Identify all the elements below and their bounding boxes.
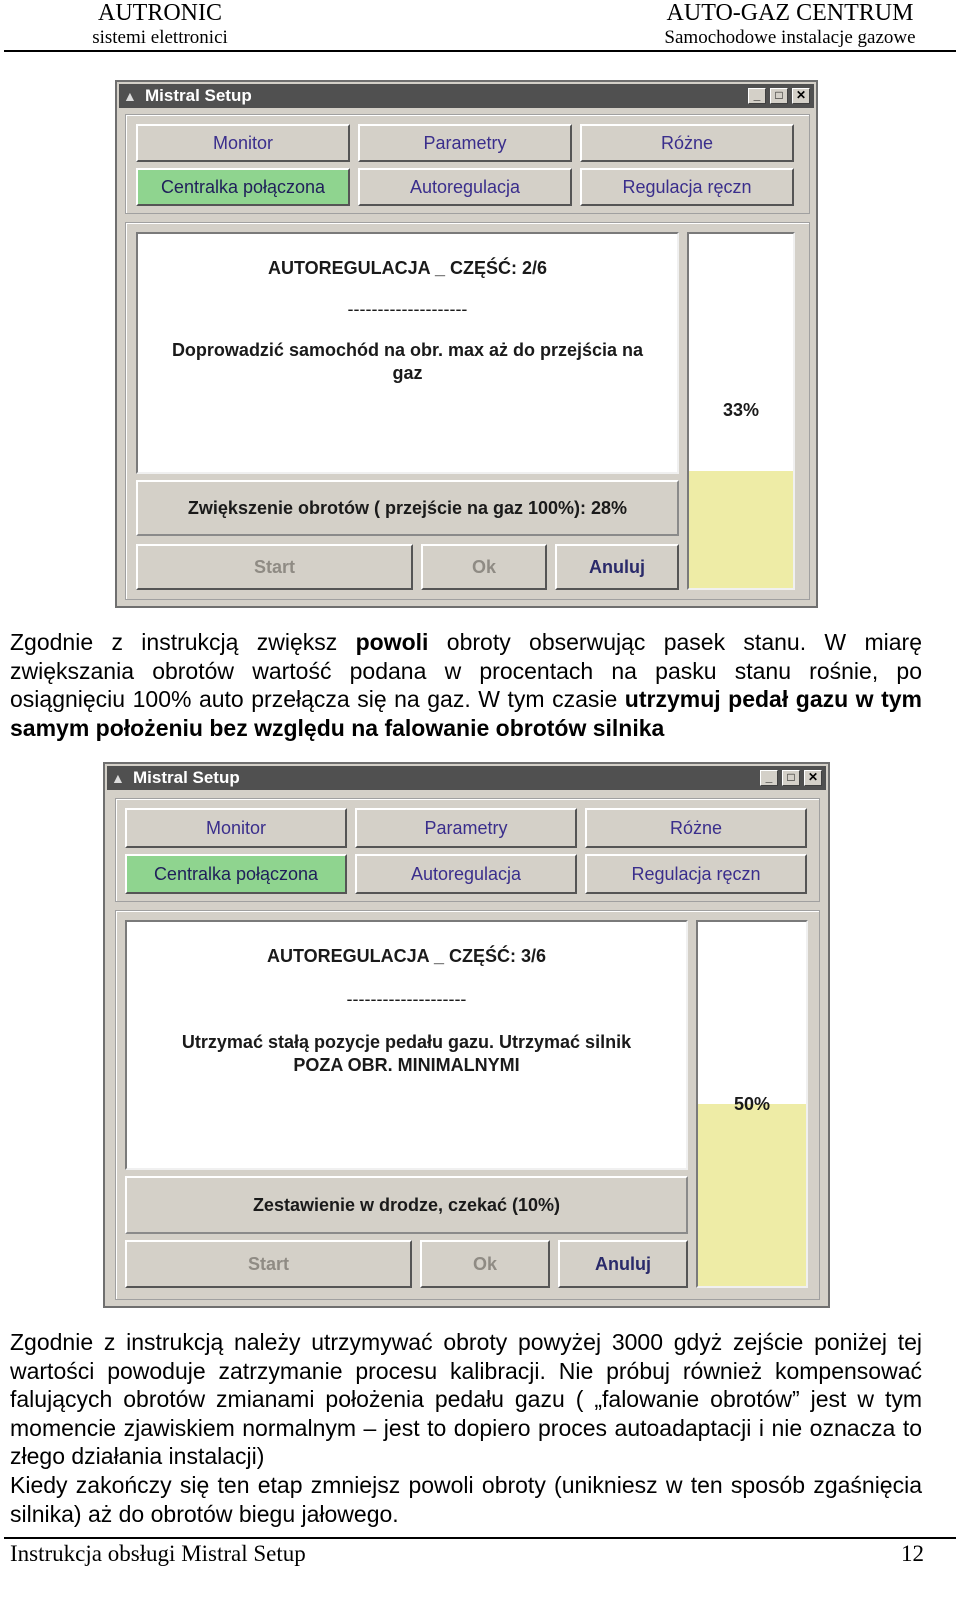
separator-text: --------------------: [346, 989, 467, 1009]
title-bar[interactable]: [119, 84, 814, 108]
progress-gauge: [687, 232, 795, 590]
paragraph-1-part-c: obroty obserwując pasek stanu. W miarę zwiększania obrotów wartość podana w procentach na pasku stanu rośnie, po osiągnięciu 100% auto przełącza się na gaz. W tym czasie: [10, 629, 922, 712]
header-left: [80, 0, 240, 50]
close-button[interactable]: ✕: [792, 88, 810, 104]
rozne-button[interactable]: Różne: [580, 124, 794, 162]
rozne-button[interactable]: Różne: [585, 808, 807, 848]
maximize-button[interactable]: □: [770, 88, 788, 104]
window-title: Mistral Setup: [145, 86, 252, 105]
status-bar: Zwiększenie obrotów ( przejście na gaz 100%): 28%: [136, 480, 679, 536]
app-icon: ▲: [111, 770, 125, 786]
footer-title: Instrukcja obsługi Mistral Setup: [10, 1541, 306, 1566]
instruction-panel: [136, 232, 679, 474]
parametry-button[interactable]: Parametry: [358, 124, 572, 162]
minimize-button[interactable]: _: [760, 770, 778, 786]
instruction-line-2: gaz: [392, 363, 423, 383]
paragraph-3: Kiedy zakończy się ten etap zmniejsz powoli obroty (unikniesz w ten sposób zgaśnięcia silnika) aż do obrotów biegu jałowego.: [10, 1472, 922, 1527]
connection-status-button[interactable]: Centralka połączona: [125, 854, 347, 894]
window-title: Mistral Setup: [133, 768, 240, 787]
title-bar[interactable]: [107, 766, 826, 790]
progress-label: 33%: [722, 400, 760, 420]
progress-fill: [689, 471, 793, 588]
progress-fill: [698, 1104, 806, 1286]
cancel-button[interactable]: Anuluj: [558, 1240, 688, 1288]
paragraph-1-bold-2: utrzymuj pedał gazu w tym samym położeniu bez względu na falowanie obrotów silnika: [10, 686, 923, 741]
parametry-button[interactable]: Parametry: [355, 808, 577, 848]
paragraph-1-part-a: Zgodnie z instrukcją zwiększ: [10, 629, 356, 655]
mistral-setup-window-2: [103, 762, 830, 1308]
ok-button[interactable]: Ok: [420, 1240, 550, 1288]
step-heading: AUTOREGULACJA _ CZĘŚĆ: 2/6: [267, 258, 548, 278]
autoregulacja-button[interactable]: Autoregulacja: [358, 168, 572, 206]
page-header: [0, 0, 960, 52]
paragraph-1: [10, 628, 922, 742]
mistral-setup-window-1: [115, 80, 818, 608]
header-right: [640, 0, 940, 50]
header-divider: [4, 50, 956, 52]
cancel-button[interactable]: Anuluj: [555, 544, 679, 590]
close-button[interactable]: ✕: [804, 770, 822, 786]
instruction-line-1: Doprowadzić samochód na obr. max aż do przejścia na: [171, 340, 644, 360]
footer-divider: [4, 1537, 956, 1539]
regulacja-reczna-button[interactable]: Regulacja ręczn: [585, 854, 807, 894]
app-icon: ▲: [123, 88, 137, 104]
company-name-left: AUTRONIC: [98, 0, 222, 26]
connection-status-button[interactable]: Centralka połączona: [136, 168, 350, 206]
paragraph-2: Zgodnie z instrukcją należy utrzymywać obroty powyżej 3000 gdyż zejście poniżej tej wartości powoduje zatrzymanie procesu kalibracji. Nie próbuj również kompensować falujących obrotów zmianami położenia pedału gazu ( „falowanie obrotów” jest w tym momencie zjawiskiem normalnym – jest to dopiero proces autoadaptacji i nie oznacza to złego działania instalacji): [10, 1329, 922, 1469]
company-subtitle-right: Samochodowe instalacje gazowe: [664, 27, 916, 48]
step-heading: AUTOREGULACJA _ CZĘŚĆ: 3/6: [266, 946, 547, 966]
maximize-button[interactable]: □: [782, 770, 800, 786]
monitor-button[interactable]: Monitor: [136, 124, 350, 162]
progress-label: 50%: [733, 1094, 771, 1114]
instruction-line-2: POZA OBR. MINIMALNYMI: [293, 1055, 520, 1075]
paragraph-1-bold-1: powoli: [355, 629, 429, 655]
page-number: 12: [901, 1541, 924, 1566]
company-subtitle-left: sistemi elettronici: [92, 27, 228, 48]
start-button[interactable]: Start: [125, 1240, 412, 1288]
monitor-button[interactable]: Monitor: [125, 808, 347, 848]
ok-button[interactable]: Ok: [421, 544, 547, 590]
autoregulacja-button[interactable]: Autoregulacja: [355, 854, 577, 894]
company-name-right: AUTO-GAZ CENTRUM: [666, 0, 914, 26]
progress-gauge: [696, 920, 808, 1288]
instruction-line-1: Utrzymać stałą pozycje pedału gazu. Utrzymać silnik: [181, 1032, 632, 1052]
status-bar: Zestawienie w drodze, czekać (10%): [125, 1176, 688, 1234]
regulacja-reczna-button[interactable]: Regulacja ręczn: [580, 168, 794, 206]
separator-text: --------------------: [347, 299, 468, 319]
instruction-panel: [125, 920, 688, 1170]
minimize-button[interactable]: _: [748, 88, 766, 104]
page-footer: [10, 1541, 924, 1567]
start-button[interactable]: Start: [136, 544, 413, 590]
